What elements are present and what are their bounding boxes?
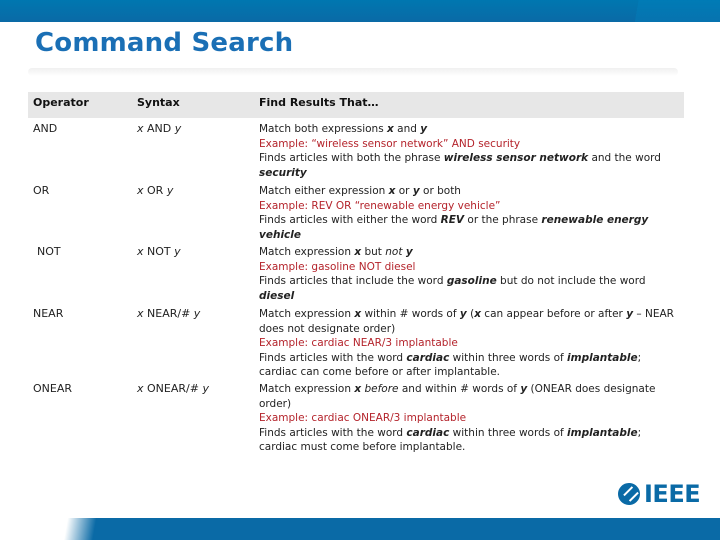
syntax-cell: x ONEAR/# y <box>137 382 209 395</box>
find-results-cell <box>259 122 689 180</box>
result-text: renewable energy <box>541 214 649 226</box>
result-text: x <box>354 246 362 258</box>
example-text: Example: cardiac ONEAR/3 implantable <box>259 412 467 424</box>
slide-title: Command Search <box>35 28 294 58</box>
find-results-line <box>259 184 689 199</box>
find-results-line <box>259 122 689 137</box>
find-results-line <box>259 426 689 441</box>
result-text: cardiac can come before or after implantable. <box>259 366 501 378</box>
result-text: within three words of <box>449 426 568 439</box>
result-text: cardiac must come before implantable. <box>259 441 466 453</box>
operator-cell: OR <box>33 184 50 197</box>
result-text: x <box>354 383 362 395</box>
table-header <box>28 92 684 118</box>
operator-cell: AND <box>33 122 58 135</box>
result-text: implantable <box>567 351 638 364</box>
top-band <box>0 0 720 22</box>
result-text: cardiac <box>406 351 450 364</box>
result-text: Match expression <box>259 246 355 258</box>
result-text: or the phrase <box>464 214 542 226</box>
find-results-cell <box>259 307 689 380</box>
result-text: y <box>459 308 467 320</box>
result-text: y <box>412 185 420 197</box>
result-text: Match expression <box>259 383 355 395</box>
find-results-line <box>259 260 689 275</box>
result-text: x <box>388 185 396 197</box>
header-operator: Operator <box>33 96 89 109</box>
operator-cell: NOT <box>37 245 61 258</box>
result-text: or both <box>419 185 461 197</box>
find-results-line <box>259 166 689 181</box>
header-find: Find Results That… <box>259 96 379 109</box>
ieee-logo <box>618 480 700 508</box>
result-text: Match either expression <box>259 185 389 197</box>
result-text: – NEAR <box>633 308 674 320</box>
find-results-line <box>259 440 689 455</box>
result-text: can appear before or after <box>480 308 627 320</box>
syntax-cell: x OR y <box>137 184 174 197</box>
find-results-line <box>259 137 689 152</box>
example-text: Example: cardiac NEAR/3 implantable <box>259 337 458 349</box>
result-text: Match expression <box>259 308 355 320</box>
find-results-line <box>259 365 689 380</box>
find-results-cell <box>259 245 689 303</box>
find-results-line <box>259 213 689 228</box>
logo-text: IEEE <box>644 480 701 508</box>
result-text: x <box>387 123 394 135</box>
result-text: before <box>364 383 399 395</box>
result-text: y <box>420 123 428 135</box>
result-text: Finds articles with either the word <box>259 214 441 226</box>
result-text: but <box>361 246 386 258</box>
result-text: y <box>626 308 634 320</box>
example-text: Example: “wireless sensor network” AND security <box>259 137 521 150</box>
syntax-cell: x NOT y <box>137 245 181 258</box>
find-results-cell <box>259 184 689 242</box>
find-results-line <box>259 382 689 397</box>
find-results-line <box>259 245 689 260</box>
result-text: ; <box>637 351 642 364</box>
result-text: not <box>385 246 403 258</box>
result-text: and <box>393 123 421 135</box>
find-results-line <box>259 397 689 412</box>
operator-cell: NEAR <box>33 307 64 320</box>
result-text: or <box>395 185 413 197</box>
result-text: vehicle <box>259 228 301 241</box>
result-text: Finds articles with both the phrase <box>259 152 444 164</box>
result-text: implantable <box>567 426 638 439</box>
find-results-line <box>259 336 689 351</box>
find-results-line <box>259 307 689 322</box>
example-text: Example: gasoline NOT diesel <box>259 260 416 273</box>
find-results-line <box>259 351 689 366</box>
result-text: cardiac <box>406 426 450 439</box>
result-text: x <box>474 308 481 320</box>
find-results-line <box>259 228 689 243</box>
result-text: security <box>259 166 307 179</box>
find-results-line <box>259 411 689 426</box>
ieee-diamond-icon <box>618 483 640 505</box>
find-results-line <box>259 274 689 289</box>
find-results-line <box>259 289 689 304</box>
result-text: within # words of <box>361 308 460 320</box>
result-text: y <box>520 383 528 395</box>
result-text: Finds articles that include the word <box>259 275 447 287</box>
title-divider <box>28 68 678 76</box>
result-text: but do not include the word <box>496 275 646 287</box>
result-text: gasoline <box>446 275 497 287</box>
example-text: Example: REV OR “renewable energy vehicle” <box>259 199 501 212</box>
find-results-line <box>259 322 689 337</box>
result-text: REV <box>440 214 465 226</box>
result-text: wireless sensor network <box>443 152 589 164</box>
result-text: order) <box>259 397 292 410</box>
result-text: and the word <box>588 152 661 164</box>
find-results-line <box>259 199 689 214</box>
result-text: diesel <box>259 289 295 302</box>
result-text: Finds articles with the word <box>259 351 407 364</box>
result-text: x <box>354 308 362 320</box>
result-text: Match both expressions <box>259 123 388 135</box>
result-text: y <box>405 246 413 258</box>
syntax-cell: x NEAR/# y <box>137 307 201 320</box>
result-text: does not designate order) <box>259 322 396 335</box>
find-results-line <box>259 151 689 166</box>
syntax-cell: x AND y <box>137 122 182 135</box>
result-text: Finds articles with the word <box>259 426 407 439</box>
header-syntax: Syntax <box>137 96 180 109</box>
bottom-band <box>0 518 720 540</box>
result-text: and within # words of <box>398 383 521 395</box>
result-text: ( <box>466 308 475 320</box>
result-text: ; <box>637 426 642 439</box>
result-text: within three words of <box>449 351 568 364</box>
result-text: (ONEAR does designate <box>527 383 656 395</box>
operator-cell: ONEAR <box>33 382 73 395</box>
find-results-cell <box>259 382 689 455</box>
